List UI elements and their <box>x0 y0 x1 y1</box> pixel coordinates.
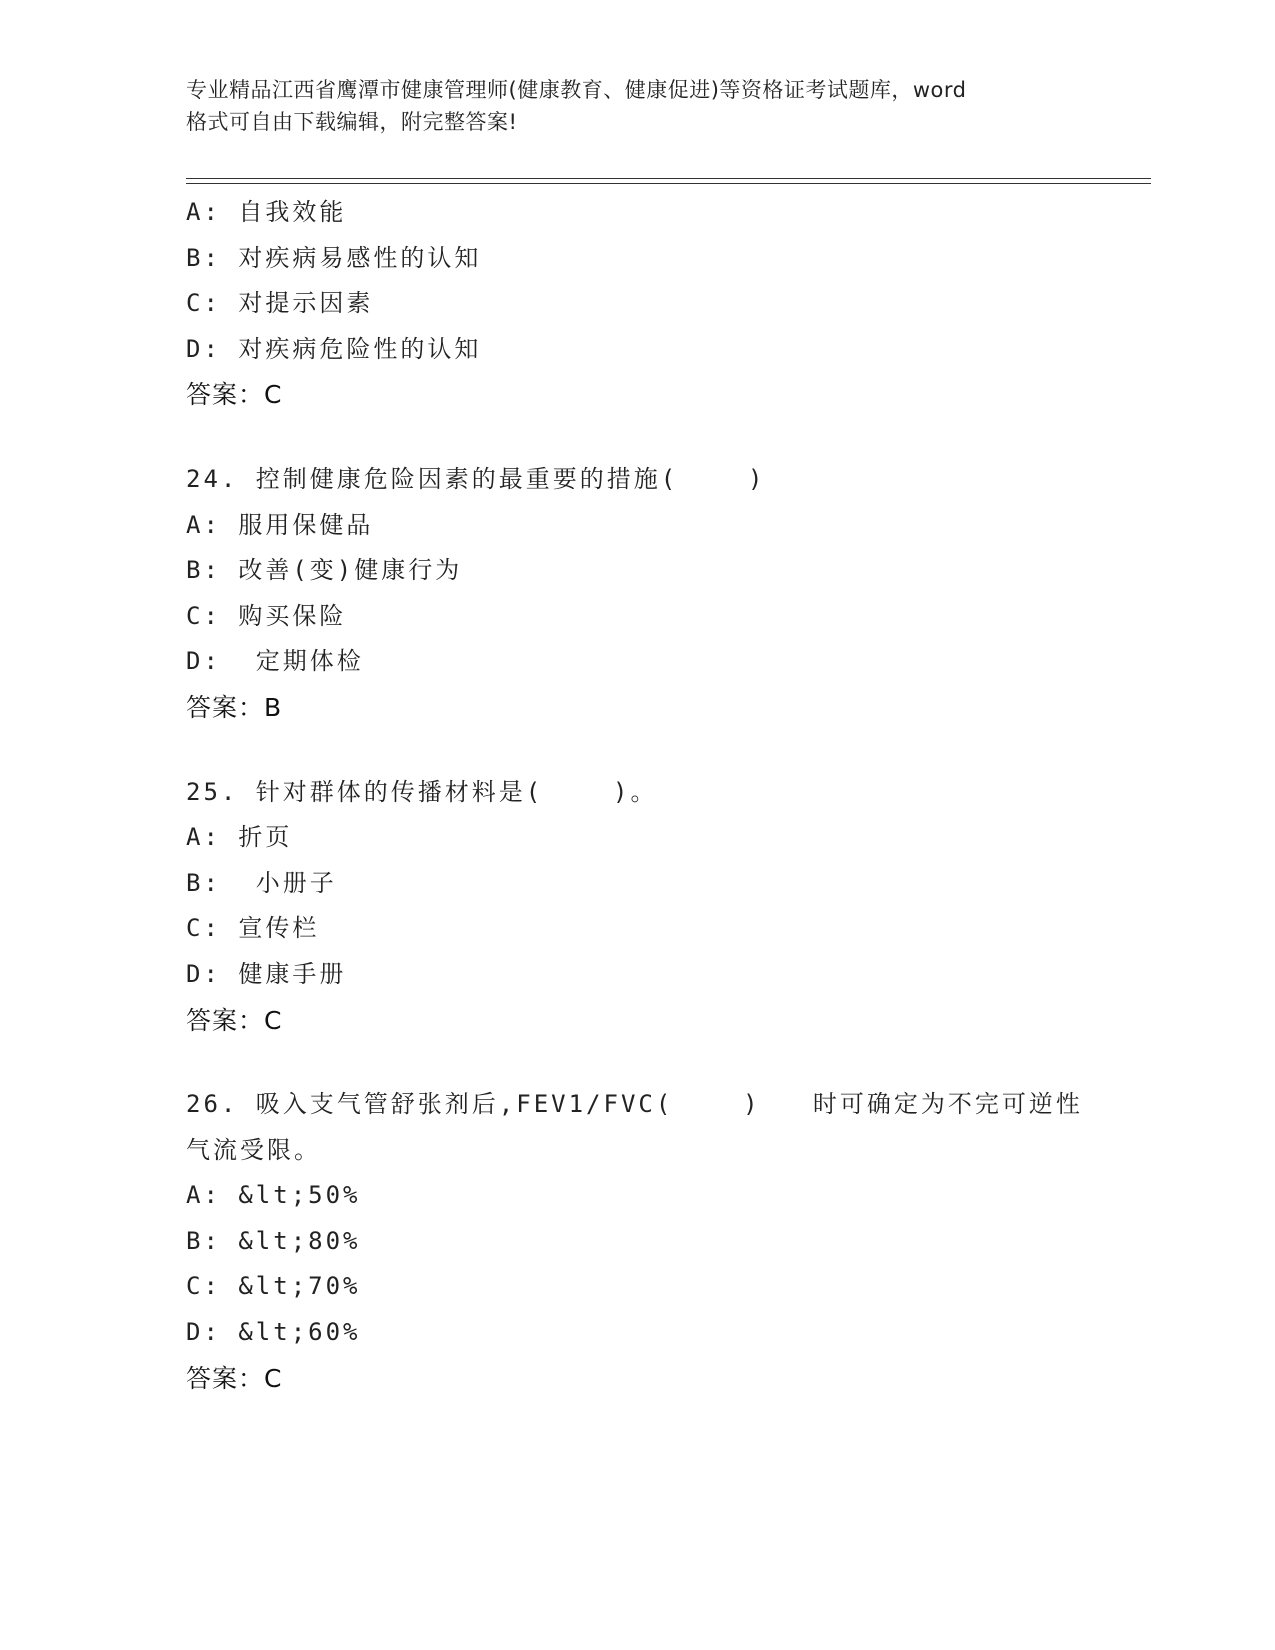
option-a: A: 服用保健品 <box>186 510 374 539</box>
option-d: D: &lt;60% <box>186 1318 361 1347</box>
header-line-1: 专业精品江西省鹰潭市健康管理师(健康教育、健康促进)等资格证考试题库，word <box>186 78 967 102</box>
option-a: A: &lt;50% <box>186 1181 361 1210</box>
option-c: C: 购买保险 <box>186 601 347 630</box>
question-26 <box>186 1082 1086 1401</box>
answer: 答案：C <box>186 1005 283 1035</box>
answer: 答案：C <box>186 1363 283 1393</box>
question-stem-line-2: 气流受限。 <box>186 1135 321 1164</box>
header-divider-bottom <box>186 183 1151 184</box>
answer: 答案：C <box>186 380 283 410</box>
question-list <box>186 190 1086 1401</box>
question-25 <box>186 770 1086 1044</box>
header-line-2: 格式可自由下载编辑，附完整答案! <box>186 110 518 134</box>
question-23-tail <box>186 190 1086 418</box>
option-c: C: &lt;70% <box>186 1272 361 1301</box>
question-stem-line-1: 26. 吸入支气管舒张剂后,FEV1/FVC( ) 时可确定为不完可逆性 <box>186 1090 1083 1119</box>
header-divider-top <box>186 178 1151 179</box>
option-d: D: 对疾病危险性的认知 <box>186 334 482 363</box>
spacer <box>186 1043 1086 1082</box>
option-a: A: 自我效能 <box>186 198 347 226</box>
option-b: B: &lt;80% <box>186 1226 361 1255</box>
question-stem: 25. 针对群体的传播材料是( )。 <box>186 777 658 806</box>
option-d: D: 健康手册 <box>186 959 347 988</box>
option-b: B: 改善(变)健康行为 <box>186 556 463 585</box>
option-b: B: 对疾病易感性的认知 <box>186 243 482 272</box>
answer: 答案：B <box>186 692 283 722</box>
option-c: C: 对提示因素 <box>186 289 374 318</box>
option-c: C: 宣传栏 <box>186 914 320 943</box>
option-b: B: 小册子 <box>186 868 337 897</box>
option-a: A: 折页 <box>186 823 293 852</box>
question-24 <box>186 457 1086 731</box>
question-stem: 24. 控制健康危险因素的最重要的措施( ) <box>186 464 766 493</box>
option-d: D: 定期体检 <box>186 647 364 676</box>
spacer <box>186 731 1086 770</box>
spacer <box>186 418 1086 457</box>
document-header <box>186 74 1086 138</box>
